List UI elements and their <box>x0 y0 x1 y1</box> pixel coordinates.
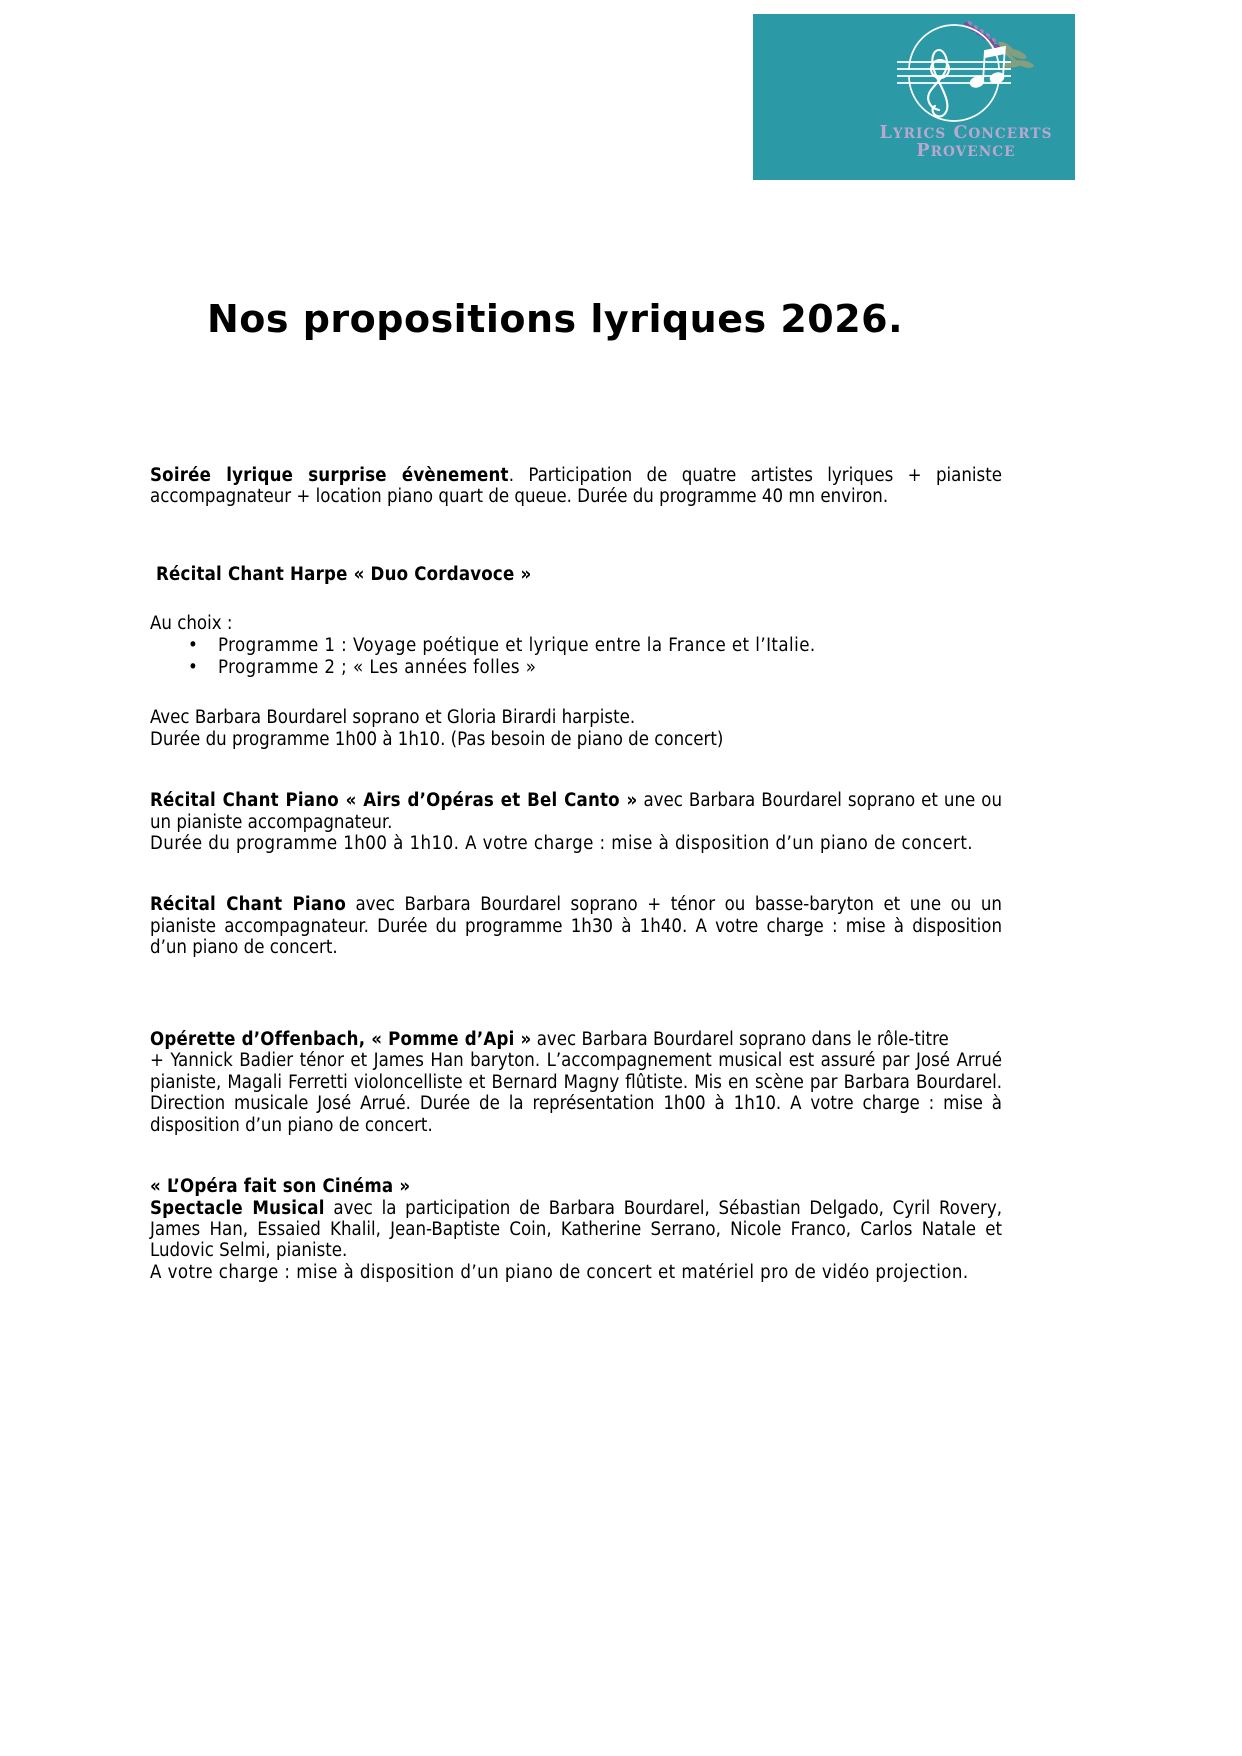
page-title: Nos propositions lyriques 2026. <box>206 297 904 342</box>
harpe-duration: Durée du programme 1h00 à 1h10. (Pas besoin de piano de concert) <box>150 728 724 750</box>
section-cinema <box>150 1198 1002 1262</box>
bullet-icon: • <box>188 657 199 678</box>
harpe-artists: Avec Barbara Bourdarel soprano et Gloria Birardi harpiste. <box>150 707 636 729</box>
soiree-body: . Participation de quatre artistes lyriques + pianiste accompagnateur + location piano quart de queue. Durée du programme 40 mn environ. <box>150 465 1002 508</box>
choice-label: Programme 1 : Voyage poétique et lyrique entre la France et l’Italie. <box>218 634 816 656</box>
logo-banner <box>753 14 1075 180</box>
harpe-heading: Récital Chant Harpe « Duo Cordavoce » <box>156 563 532 585</box>
section-chant-piano <box>150 894 1002 958</box>
chant-piano-heading: Récital Chant Piano <box>150 894 346 916</box>
harpe-intro: Au choix : <box>150 613 233 635</box>
logo-line-1: LYRICS CONCERTS <box>879 123 1053 143</box>
logo-wordmark <box>863 124 1069 161</box>
logo-line-2: PROVENCE <box>916 141 1016 162</box>
section-harpe-heading <box>150 564 1002 585</box>
operette-body2: + Yannick Badier ténor et James Han baryton. L’accompagnement musical est assuré par José Arrué pianiste, Magali Ferretti violoncelliste et Bernard Magny flûtiste. Mis en scène par Barbara Bourdarel. Direction musicale José Arrué. Durée de la représentation 1h00 à 1h10. A votre charge : mise à disposition d’un piano de concert. <box>150 1050 1002 1136</box>
bullet-icon: • <box>188 634 199 656</box>
operette-body: avec Barbara Bourdarel soprano dans le rôle-titre <box>531 1028 949 1050</box>
music-staff-treble-clef-icon <box>879 24 1029 128</box>
section-airs-operas <box>150 790 1002 833</box>
list-item <box>188 634 1002 657</box>
harpe-choices-list <box>150 635 1002 679</box>
section-cinema-heading <box>150 1176 1002 1197</box>
chant-piano-body: avec Barbara Bourdarel soprano + ténor ou basse-baryton et une ou un pianiste accompagnateur. Durée du programme 1h30 à 1h40. A votre charge : mise à disposition d’un piano de concert. <box>150 894 1002 959</box>
cinema-subheading: Spectacle Musical <box>150 1197 325 1219</box>
list-item <box>188 657 1002 679</box>
soiree-heading: Soirée lyrique surprise évènement <box>150 465 509 486</box>
cinema-heading: « L’Opéra fait son Cinéma » <box>150 1176 411 1198</box>
airs-operas-body2: Durée du programme 1h00 à 1h10. A votre charge : mise à disposition d’un piano de concert. <box>150 833 974 854</box>
document-body <box>150 465 1002 1283</box>
airs-operas-body: avec Barbara Bourdarel soprano et une ou un pianiste accompagnateur. <box>150 790 1002 833</box>
airs-operas-heading: Récital Chant Piano « Airs d’Opéras et Bel Canto » <box>150 790 638 812</box>
operette-heading: Opérette d’Offenbach, « Pomme d’Api » <box>150 1028 532 1050</box>
section-soiree-lyrique <box>150 465 1002 508</box>
section-operette <box>150 1029 1002 1050</box>
choice-label: Programme 2 ; « Les années folles » <box>218 657 537 678</box>
cinema-body: avec la participation de Barbara Bourdarel, Sébastian Delgado, Cyril Rovery, James Han, Essaied Khalil, Jean-Baptiste Coin, Katherine Serrano, Nicole Franco, Carlos Natale et Ludovic Selmi, pianiste. <box>150 1197 1002 1262</box>
cinema-body2: A votre charge : mise à disposition d’un piano de concert et matériel pro de vidéo projection. <box>150 1261 969 1283</box>
logo-inner <box>863 20 1069 176</box>
